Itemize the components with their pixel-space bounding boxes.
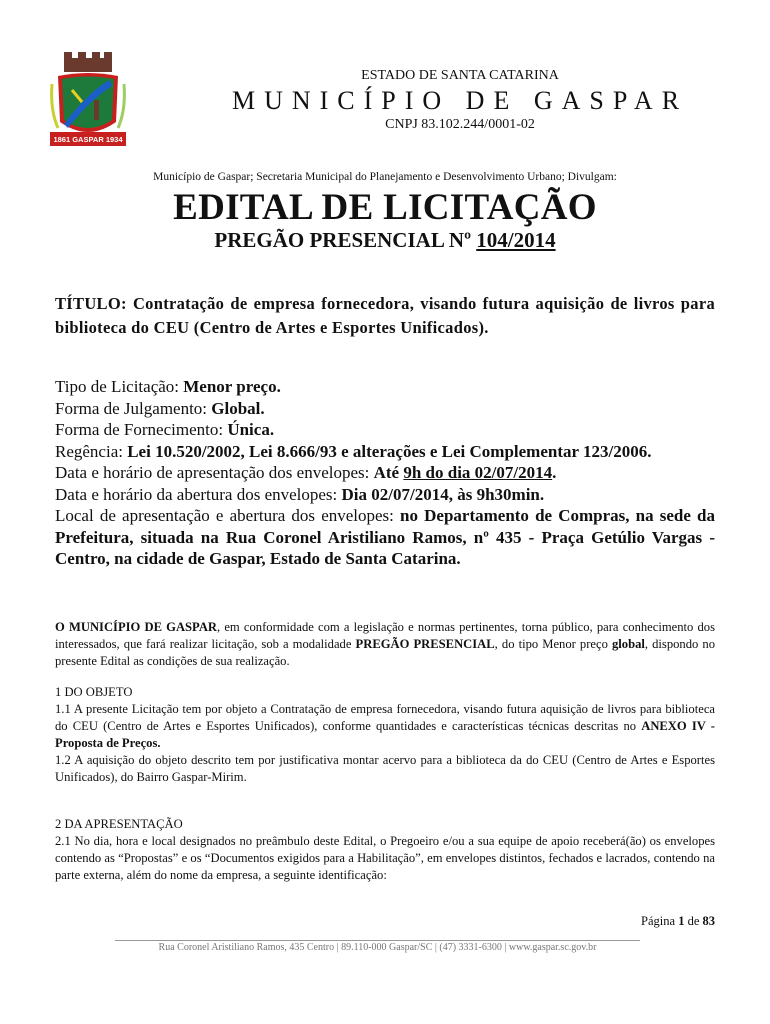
text-run: 2 DA APRESENTAÇÃO xyxy=(55,817,183,831)
bid-info-section xyxy=(55,376,715,570)
bold-text-run: Menor preço. xyxy=(183,377,281,396)
text-run: , em conformidade com a legislação e normas pertinentes, torna público, para conhecimento dos interessados, que fará realizar licitação, sob a modalidade xyxy=(55,620,715,651)
paragraph xyxy=(55,816,715,833)
bold-text-run: ANEXO IV - Proposta de Preços. xyxy=(55,719,715,750)
page-number xyxy=(540,914,715,929)
text-run: Local de apresentação e abertura dos envelopes: xyxy=(55,506,401,525)
bold-text-run: Dia 02/07/2014, às 9h30min. xyxy=(341,484,545,504)
text-run: Forma de Julgamento: xyxy=(55,398,212,418)
footer-divider xyxy=(115,940,640,941)
paragraph xyxy=(55,619,715,670)
bold-text-run: Até xyxy=(373,463,404,482)
subtitle-prefix: PREGÃO PRESENCIAL Nº xyxy=(214,228,477,252)
text-run: 2.1 No dia, hora e local designados no preâmbulo deste Edital, o Pregoeiro e/ou a sua equipe de apoio receberá(ão) os envelopes contendo as “Propostas” e os “Documentos exigidos para a Habilitação”, em envelopes distintos, fechados e lacrados, contendo na parte externa, além do nome da empresa, a seguinte identificação: xyxy=(55,834,715,882)
text-run: , dispondo no presente Edital as condições de sua realização. xyxy=(55,637,715,668)
issuer-line: Município de Gaspar; Secretaria Municipal do Planejamento e Desenvolvimento Urbano; Divulgam: xyxy=(153,171,617,183)
bold-text-run: PREGÃO PRESENCIAL xyxy=(355,637,495,651)
text-run: Tipo de Licitação: xyxy=(55,377,184,396)
paragraph xyxy=(55,833,715,884)
bold-text-run xyxy=(403,463,552,482)
bold-text-run: Lei 10.520/2002, Lei 8.666/93 e alterações e Lei Complementar 123/2006. xyxy=(127,441,652,461)
municipal-crest-logo xyxy=(50,50,126,154)
bold-text-run: Única. xyxy=(227,420,275,439)
paragraph xyxy=(55,419,715,441)
cnpj: CNPJ 83.102.244/0001-02 xyxy=(385,117,535,132)
crest-ribbon-text: 1861 GASPAR 1934 xyxy=(53,135,123,144)
paragraph xyxy=(55,505,715,570)
title-section xyxy=(55,292,715,340)
bold-text-run: . xyxy=(552,463,557,482)
text-run: 1 DO OBJETO xyxy=(55,685,133,699)
bold-text-run: TÍTULO: Contratação de empresa fornecedora, visando futura aquisição de livros para biblioteca do CEU (Centro de Artes e Esportes Unificados). xyxy=(55,294,715,337)
paragraph xyxy=(55,684,715,701)
paragraph xyxy=(55,398,715,420)
paragraph xyxy=(55,701,715,752)
bold-text-run: no Departamento de Compras, na sede da Prefeitura, situada na Rua Coronel Aristiliano Ramos, nº 435 - Praça Getúlio Vargas - Centro, na cidade de Gaspar, Estado de Santa Catarina. xyxy=(55,506,715,568)
page-current: 1 xyxy=(678,914,685,928)
intro-section xyxy=(55,619,715,670)
bold-text-run: Global. xyxy=(211,398,265,418)
page-label: Página xyxy=(641,914,679,928)
paragraph xyxy=(55,462,715,484)
text-run: , do tipo Menor preço xyxy=(494,637,612,651)
text-run: 1.1 A presente Licitação tem por objeto a Contratação de empresa fornecedora, visando futura aquisição de livros para biblioteca do CEU (Centro de Artes e Esportes Unificados), conforme quantidades e características técnicas descritas no xyxy=(55,702,715,733)
text-run: 1.2 A aquisição do objeto descrito tem por justificativa montar acervo para a biblioteca da do CEU (Centro de Artes e Esportes Unificados), do Bairro Gaspar-Mirim. xyxy=(55,753,715,784)
text-run: Forma de Fornecimento: xyxy=(55,420,228,439)
text-run: Data e horário da abertura dos envelopes: xyxy=(55,484,342,504)
text-run: Data e horário de apresentação dos envelopes: xyxy=(55,463,374,482)
bold-text-run: global xyxy=(611,637,645,651)
document-title: EDITAL DE LICITAÇÃO xyxy=(173,187,597,228)
page-of: de xyxy=(684,914,703,928)
object-section xyxy=(55,684,715,786)
bold-text-run: O MUNICÍPIO DE GASPAR xyxy=(55,620,218,634)
text-run: Regência: xyxy=(55,441,128,461)
page-total: 83 xyxy=(702,914,715,928)
underlined-text: 9h do dia 02/07/2014 xyxy=(403,463,553,482)
footer-address: Rua Coronel Aristiliano Ramos, 435 Centro | 89.110-000 Gaspar/SC | (47) 3331-6300 | www.gaspar.sc.gov.br xyxy=(158,942,597,953)
document-subtitle xyxy=(0,228,770,253)
process-number: 104/2014 xyxy=(476,228,556,252)
state-name: ESTADO DE SANTA CATARINA xyxy=(361,68,559,83)
municipality-name: MUNICÍPIO DE GASPAR xyxy=(231,86,689,115)
paragraph xyxy=(55,376,715,398)
presentation-section xyxy=(55,816,715,884)
paragraph xyxy=(55,292,715,340)
paragraph xyxy=(55,484,715,506)
paragraph xyxy=(55,752,715,786)
paragraph xyxy=(55,441,715,463)
